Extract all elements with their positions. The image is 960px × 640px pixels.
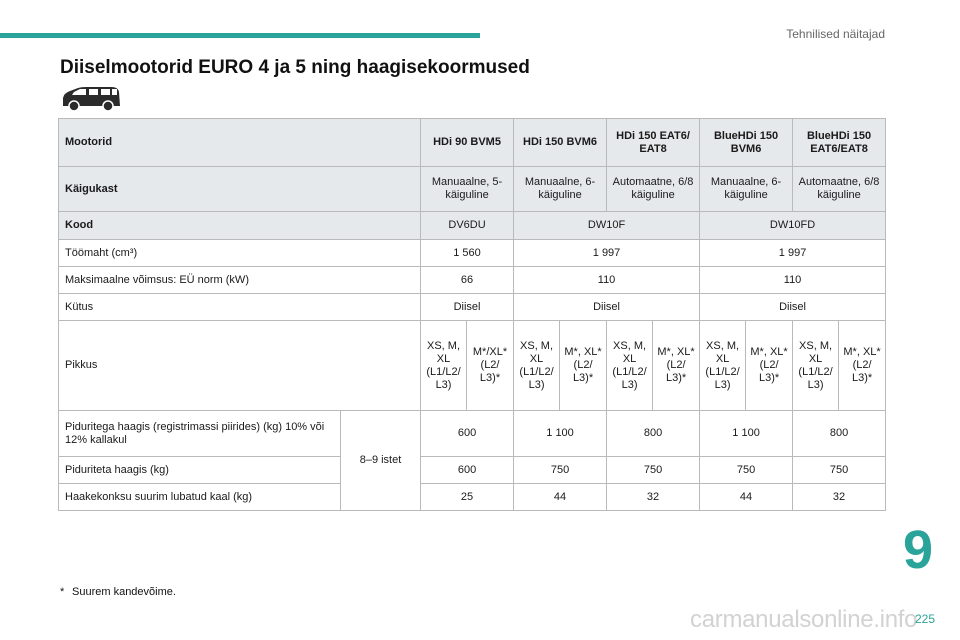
- motor-cell: HDi 150 BVM6: [514, 119, 607, 167]
- fuel-cell: Diisel: [514, 294, 700, 321]
- page-title: Diiselmootorid EURO 4 ja 5 ning haagisekoormused: [60, 57, 530, 78]
- towball-cell: 25: [421, 484, 514, 511]
- gearbox-cell: Automaatne, 6/8 käiguline: [793, 167, 886, 212]
- length-cell: XS, M, XL (L1/L2/ L3): [421, 321, 467, 411]
- braked-cell: 1 100: [700, 411, 793, 457]
- length-cell: XS, M, XL (L1/L2/ L3): [607, 321, 653, 411]
- motor-cell: HDi 150 EAT6/ EAT8: [607, 119, 700, 167]
- towball-row: [59, 484, 886, 511]
- footnote: [60, 586, 176, 598]
- seats-cell: 8–9 istet: [341, 411, 421, 511]
- displacement-cell: 1 997: [700, 240, 886, 267]
- unbraked-cell: 750: [793, 457, 886, 484]
- spec-table: [58, 118, 886, 511]
- unbraked-trailer-label: Piduriteta haagis (kg): [59, 457, 341, 484]
- displacement-cell: 1 560: [421, 240, 514, 267]
- power-cell: 110: [700, 267, 886, 294]
- gearbox-row: [59, 167, 886, 212]
- length-cell: M*, XL* (L2/ L3)*: [653, 321, 700, 411]
- code-cell: DW10FD: [700, 212, 886, 240]
- power-cell: 66: [421, 267, 514, 294]
- code-cell: DV6DU: [421, 212, 514, 240]
- fuel-cell: Diisel: [421, 294, 514, 321]
- gearbox-label: Käigukast: [59, 167, 421, 212]
- watermark: carmanualsonline.info: [690, 606, 918, 633]
- gearbox-cell: Manuaalne, 5-käiguline: [421, 167, 514, 212]
- code-row: [59, 212, 886, 240]
- gearbox-cell: Manuaalne, 6-käiguline: [514, 167, 607, 212]
- footnote-mark: *: [60, 586, 65, 598]
- towball-cell: 44: [514, 484, 607, 511]
- length-label: Pikkus: [59, 321, 421, 411]
- footnote-text: Suurem kandevõime.: [72, 586, 176, 598]
- motors-label: Mootorid: [59, 119, 421, 167]
- unbraked-cell: 750: [700, 457, 793, 484]
- displacement-row: [59, 240, 886, 267]
- length-cell: M*, XL* (L2/ L3)*: [746, 321, 793, 411]
- gearbox-cell: Automaatne, 6/8 käiguline: [607, 167, 700, 212]
- length-row: [59, 321, 886, 411]
- power-cell: 110: [514, 267, 700, 294]
- displacement-label: Töömaht (cm³): [59, 240, 421, 267]
- unbraked-cell: 750: [607, 457, 700, 484]
- power-row: [59, 267, 886, 294]
- braked-cell: 1 100: [514, 411, 607, 457]
- header-accent-bar: [0, 33, 480, 38]
- towball-cell: 44: [700, 484, 793, 511]
- motors-row: [59, 119, 886, 167]
- van-icon: [60, 86, 122, 112]
- braked-trailer-label: Piduritega haagis (registrimassi piirides) (kg) 10% või 12% kallakul: [59, 411, 341, 457]
- braked-cell: 600: [421, 411, 514, 457]
- towball-cell: 32: [607, 484, 700, 511]
- unbraked-cell: 600: [421, 457, 514, 484]
- fuel-row: [59, 294, 886, 321]
- braked-cell: 800: [793, 411, 886, 457]
- braked-trailer-row: [59, 411, 886, 457]
- section-title: Tehnilised näitajad: [786, 27, 885, 41]
- displacement-cell: 1 997: [514, 240, 700, 267]
- length-cell: XS, M, XL (L1/L2/ L3): [514, 321, 560, 411]
- power-label: Maksimaalne võimsus: EÜ norm (kW): [59, 267, 421, 294]
- towball-label: Haakekonksu suurim lubatud kaal (kg): [59, 484, 341, 511]
- code-label: Kood: [59, 212, 421, 240]
- gearbox-cell: Manuaalne, 6-käiguline: [700, 167, 793, 212]
- chapter-number: 9: [903, 520, 934, 580]
- length-cell: XS, M, XL (L1/L2/ L3): [793, 321, 839, 411]
- motor-cell: BlueHDi 150 BVM6: [700, 119, 793, 167]
- fuel-cell: Diisel: [700, 294, 886, 321]
- fuel-label: Kütus: [59, 294, 421, 321]
- towball-cell: 32: [793, 484, 886, 511]
- unbraked-cell: 750: [514, 457, 607, 484]
- length-cell: M*, XL* (L2/ L3)*: [560, 321, 607, 411]
- motor-cell: BlueHDi 150 EAT6/EAT8: [793, 119, 886, 167]
- motor-cell: HDi 90 BVM5: [421, 119, 514, 167]
- code-cell: DW10F: [514, 212, 700, 240]
- length-cell: M*, XL* (L2/ L3)*: [839, 321, 886, 411]
- unbraked-trailer-row: [59, 457, 886, 484]
- page-number: 225: [915, 612, 936, 626]
- length-cell: XS, M, XL (L1/L2/ L3): [700, 321, 746, 411]
- length-cell: M*/XL* (L2/ L3)*: [467, 321, 514, 411]
- braked-cell: 800: [607, 411, 700, 457]
